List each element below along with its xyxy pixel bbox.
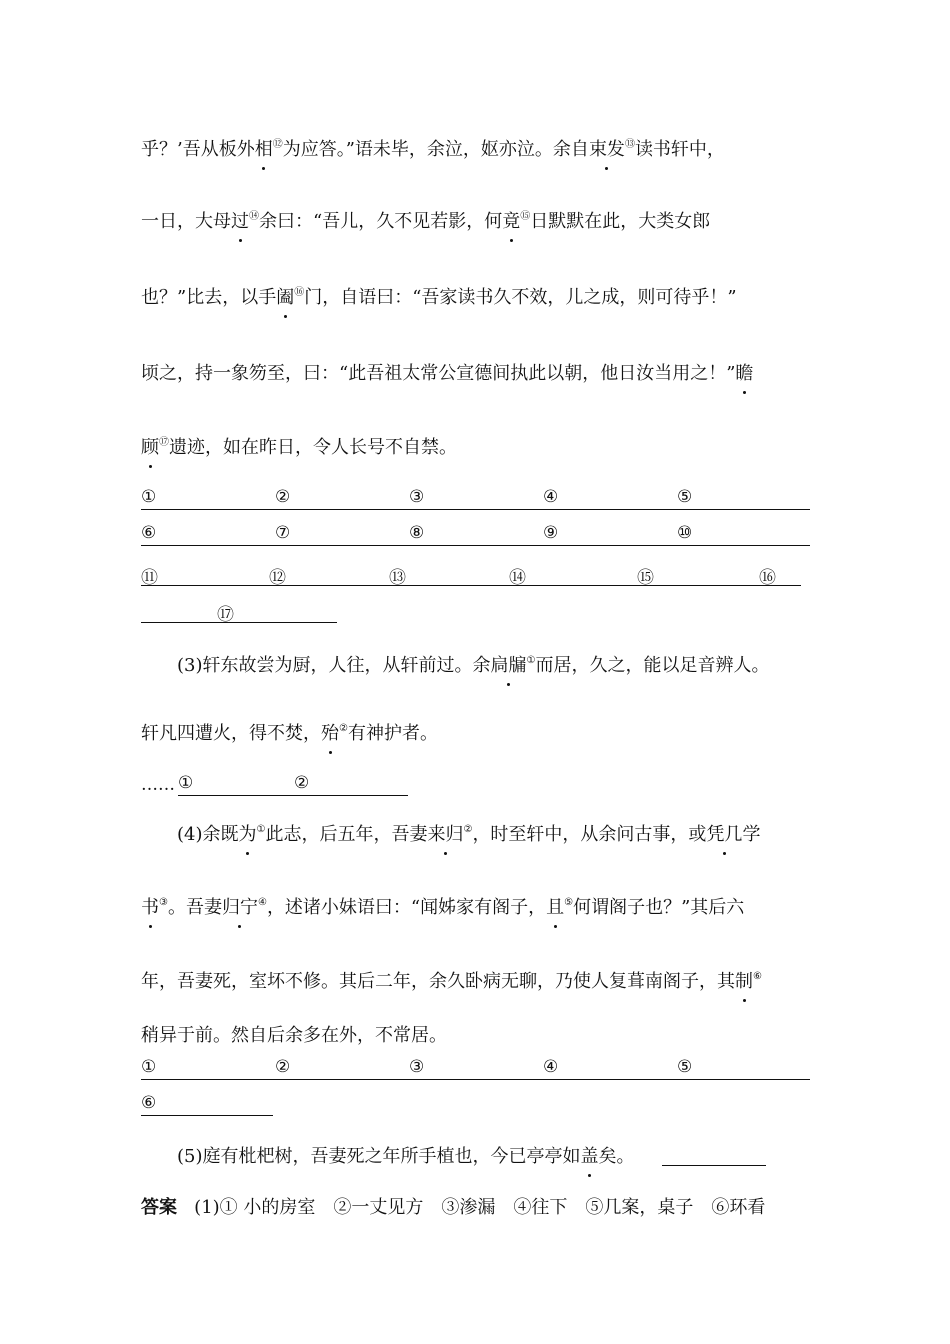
- text-line: 也？”比去，以手阖⑯门，自语曰：“吾家读书久不效，儿之成，则可待乎！”: [141, 287, 737, 308]
- answer-blank[interactable]: ⑰: [141, 600, 337, 623]
- dotted-word: 且: [546, 897, 565, 918]
- text-line: 年，吾妻死，室坏不修。其后二年，余久卧病无聊，乃使人复葺南阁子，其制⑥: [141, 971, 762, 992]
- answer-line: [141, 1196, 765, 1220]
- dotted-word: 阖: [276, 287, 295, 308]
- answer-blanks-row[interactable]: ① ② ③ ④ ⑤: [141, 487, 810, 510]
- text-line: (3)轩东故尝为厨，人往，从轩前过。余扃牖①而居，久之，能以足音辨人。: [177, 655, 770, 676]
- text-line: (5)庭有枇杷树，吾妻死之年所手植也，今已亭亭如盖矣。: [177, 1146, 635, 1167]
- dotted-word: 竟: [502, 211, 521, 232]
- text-line: 轩凡四遭火，得不焚，殆②有神护者。: [141, 723, 438, 744]
- answer-blank[interactable]: ⑥: [141, 1093, 273, 1116]
- text-line: 一日，大母过⑭余曰：“吾儿，久不见若影，何竟⑮日默默在此，大类女郎: [141, 211, 711, 232]
- dotted-word: 盖: [580, 1146, 599, 1167]
- text-line: 书③。吾妻归宁④，述诸小妹语曰：“闻姊家有阁子，且⑤何谓阁子也？”其后六: [141, 897, 745, 918]
- dotted-word: 归宁: [221, 897, 258, 918]
- dotted-word: 书: [141, 897, 159, 918]
- answer-blanks-row[interactable]: ① ② ③ ④ ⑤: [141, 1057, 810, 1080]
- dotted-word: 凭几: [706, 824, 743, 845]
- answer-blanks-row[interactable]: ⑥ ⑦ ⑧ ⑨ ⑩: [141, 523, 810, 546]
- text-line: 顾⑰遗迹，如在昨日，令人长号不自禁。: [141, 437, 457, 458]
- answer-blank[interactable]: [662, 1143, 766, 1166]
- answer-blanks-row[interactable]: ⑪ ⑫ ⑬ ⑭ ⑮ ⑯: [141, 563, 801, 586]
- text-line: 顷之，持一象笏至，曰：“此吾祖太常公宣德间执此以朝，他日汝当用之！”瞻: [141, 363, 754, 384]
- dotted-word: 相: [254, 139, 273, 160]
- text-line: (4)余既为①此志，后五年，吾妻来归②，时至轩中，从余问古事，或凭几学: [177, 824, 761, 845]
- dotted-word: 来归: [427, 824, 464, 845]
- dotted-word: 顾: [141, 437, 159, 458]
- answer-text: (1)① 小的房室 ②一丈见方 ③渗漏 ④往下 ⑤几案，桌子 ⑥环看: [194, 1197, 766, 1218]
- dotted-word: 制: [735, 971, 753, 992]
- dotted-word: 殆: [321, 723, 339, 744]
- answer-label: 答案: [141, 1197, 177, 1218]
- dotted-word: 瞻: [735, 363, 754, 384]
- dotted-word: 束发: [588, 139, 625, 160]
- dotted-word: 为: [238, 824, 257, 845]
- text-line: 稍异于前。然自后余多在外，不常居。: [141, 1025, 447, 1046]
- dotted-word: 过: [231, 211, 249, 232]
- dotted-word: 扃牖: [490, 655, 527, 676]
- answer-blank[interactable]: ① ②: [178, 773, 408, 796]
- answer-blanks-line: ……: [141, 775, 175, 795]
- text-line: 乎？’吾从板外相⑫为应答。”语未毕，余泣，妪亦泣。余自束发⑬读书轩中，: [141, 139, 725, 160]
